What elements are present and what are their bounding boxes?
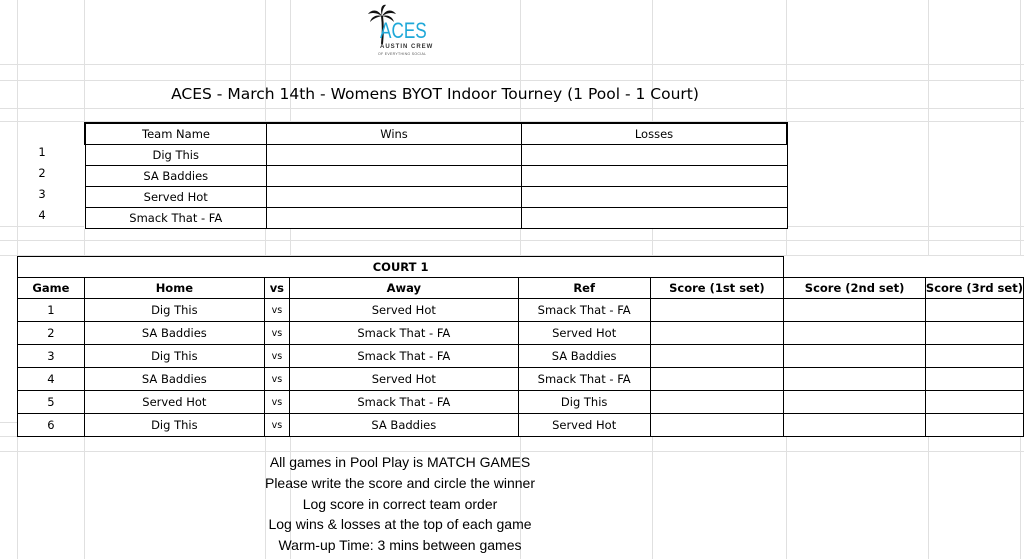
- page-title: ACES - March 14th - Womens BYOT Indoor Tourney (1 Pool - 1 Court): [171, 85, 699, 103]
- ref-team: Served Hot: [518, 322, 650, 345]
- ref-team: Smack That - FA: [518, 368, 650, 391]
- note-line: Please write the score and circle the winner: [264, 474, 536, 491]
- score-1st-set-cell[interactable]: [650, 299, 784, 322]
- standings-row: [85, 208, 787, 229]
- standings-row: [85, 145, 787, 166]
- losses-cell[interactable]: [522, 166, 788, 187]
- game-number: 4: [18, 368, 85, 391]
- score-2nd-set-cell[interactable]: [784, 368, 926, 391]
- home-team: Served Hot: [84, 391, 264, 414]
- game-number: 2: [18, 322, 85, 345]
- score-3rd-set-cell[interactable]: [925, 345, 1023, 368]
- logo-wordmark: ACES: [380, 18, 427, 43]
- header-ref: Ref: [518, 278, 650, 299]
- game-row: [18, 414, 1024, 437]
- score-2nd-set-cell[interactable]: [784, 322, 926, 345]
- score-2nd-set-cell[interactable]: [784, 414, 926, 437]
- team-name-cell: Dig This: [85, 145, 267, 166]
- score-1st-set-cell[interactable]: [650, 322, 784, 345]
- note-line: Warm-up Time: 3 mins between games: [278, 537, 522, 554]
- ref-team: Dig This: [518, 391, 650, 414]
- wins-cell[interactable]: [267, 187, 522, 208]
- score-3rd-set-cell[interactable]: [925, 299, 1023, 322]
- away-team: Served Hot: [289, 368, 518, 391]
- court-title-row: [18, 257, 1024, 278]
- losses-cell[interactable]: [522, 187, 788, 208]
- header-wins: Wins: [267, 123, 522, 145]
- score-1st-set-cell[interactable]: [650, 368, 784, 391]
- row-number: 4: [38, 208, 46, 222]
- row-number: 3: [38, 187, 46, 201]
- vs-label: vs: [264, 299, 289, 322]
- header-vs: vs: [264, 278, 289, 299]
- header-score-3rd-set: Score (3rd set): [925, 278, 1023, 299]
- team-name-cell: Smack That - FA: [85, 208, 267, 229]
- game-number: 1: [18, 299, 85, 322]
- standings-table: [84, 122, 788, 229]
- court-title-blank: [925, 257, 1023, 278]
- vs-label: vs: [264, 414, 289, 437]
- team-name-cell: SA Baddies: [85, 166, 267, 187]
- score-2nd-set-cell[interactable]: [784, 345, 926, 368]
- header-home: Home: [84, 278, 264, 299]
- score-3rd-set-cell[interactable]: [925, 322, 1023, 345]
- game-row: [18, 368, 1024, 391]
- home-team: SA Baddies: [84, 368, 264, 391]
- court-header-row: [18, 278, 1024, 299]
- standings-row: [85, 187, 787, 208]
- team-name-cell: Served Hot: [85, 187, 267, 208]
- header-score-2nd-set: Score (2nd set): [784, 278, 926, 299]
- header-score-1st-set: Score (1st set): [650, 278, 784, 299]
- header-away: Away: [289, 278, 518, 299]
- header-game: Game: [18, 278, 85, 299]
- court-title: COURT 1: [18, 257, 784, 278]
- vs-label: vs: [264, 345, 289, 368]
- home-team: Dig This: [84, 345, 264, 368]
- score-1st-set-cell[interactable]: [650, 345, 784, 368]
- vs-label: vs: [264, 391, 289, 414]
- game-row: [18, 322, 1024, 345]
- wins-cell[interactable]: [267, 166, 522, 187]
- score-3rd-set-cell[interactable]: [925, 391, 1023, 414]
- header-losses: Losses: [522, 123, 788, 145]
- game-row: [18, 391, 1024, 414]
- instructions-notes: [190, 452, 610, 556]
- note-line: Log wins & losses at the top of each game: [268, 516, 532, 533]
- standings-header-row: [85, 123, 787, 145]
- away-team: Served Hot: [289, 299, 518, 322]
- game-number: 6: [18, 414, 85, 437]
- away-team: Smack That - FA: [289, 322, 518, 345]
- score-3rd-set-cell[interactable]: [925, 368, 1023, 391]
- game-number: 5: [18, 391, 85, 414]
- note-line: All games in Pool Play is MATCH GAMES: [269, 454, 531, 470]
- losses-cell[interactable]: [522, 208, 788, 229]
- losses-cell[interactable]: [522, 145, 788, 166]
- court-schedule-table: [17, 256, 1024, 437]
- header-team-name: Team Name: [85, 123, 267, 145]
- vs-label: vs: [264, 322, 289, 345]
- ref-team: Served Hot: [518, 414, 650, 437]
- home-team: SA Baddies: [84, 322, 264, 345]
- ref-team: SA Baddies: [518, 345, 650, 368]
- row-number: 1: [38, 145, 46, 159]
- note-line: Log score in correct team order: [302, 495, 498, 512]
- wins-cell[interactable]: [267, 145, 522, 166]
- away-team: Smack That - FA: [289, 391, 518, 414]
- aces-logo: [367, 4, 439, 64]
- ref-team: Smack That - FA: [518, 299, 650, 322]
- away-team: SA Baddies: [289, 414, 518, 437]
- home-team: Dig This: [84, 414, 264, 437]
- score-3rd-set-cell[interactable]: [925, 414, 1023, 437]
- standings-row: [85, 166, 787, 187]
- vs-label: vs: [264, 368, 289, 391]
- away-team: Smack That - FA: [289, 345, 518, 368]
- game-row: [18, 345, 1024, 368]
- logo-tagline: OF EVERYTHING SOCIAL: [378, 52, 427, 56]
- court-title-blank: [784, 257, 926, 278]
- row-number: 2: [38, 166, 46, 180]
- wins-cell[interactable]: [267, 208, 522, 229]
- score-1st-set-cell[interactable]: [650, 391, 784, 414]
- game-row: [18, 299, 1024, 322]
- home-team: Dig This: [84, 299, 264, 322]
- logo-subtitle: AUSTIN CREW: [380, 44, 434, 50]
- score-2nd-set-cell[interactable]: [784, 391, 926, 414]
- score-2nd-set-cell[interactable]: [784, 299, 926, 322]
- game-number: 3: [18, 345, 85, 368]
- score-1st-set-cell[interactable]: [650, 414, 784, 437]
